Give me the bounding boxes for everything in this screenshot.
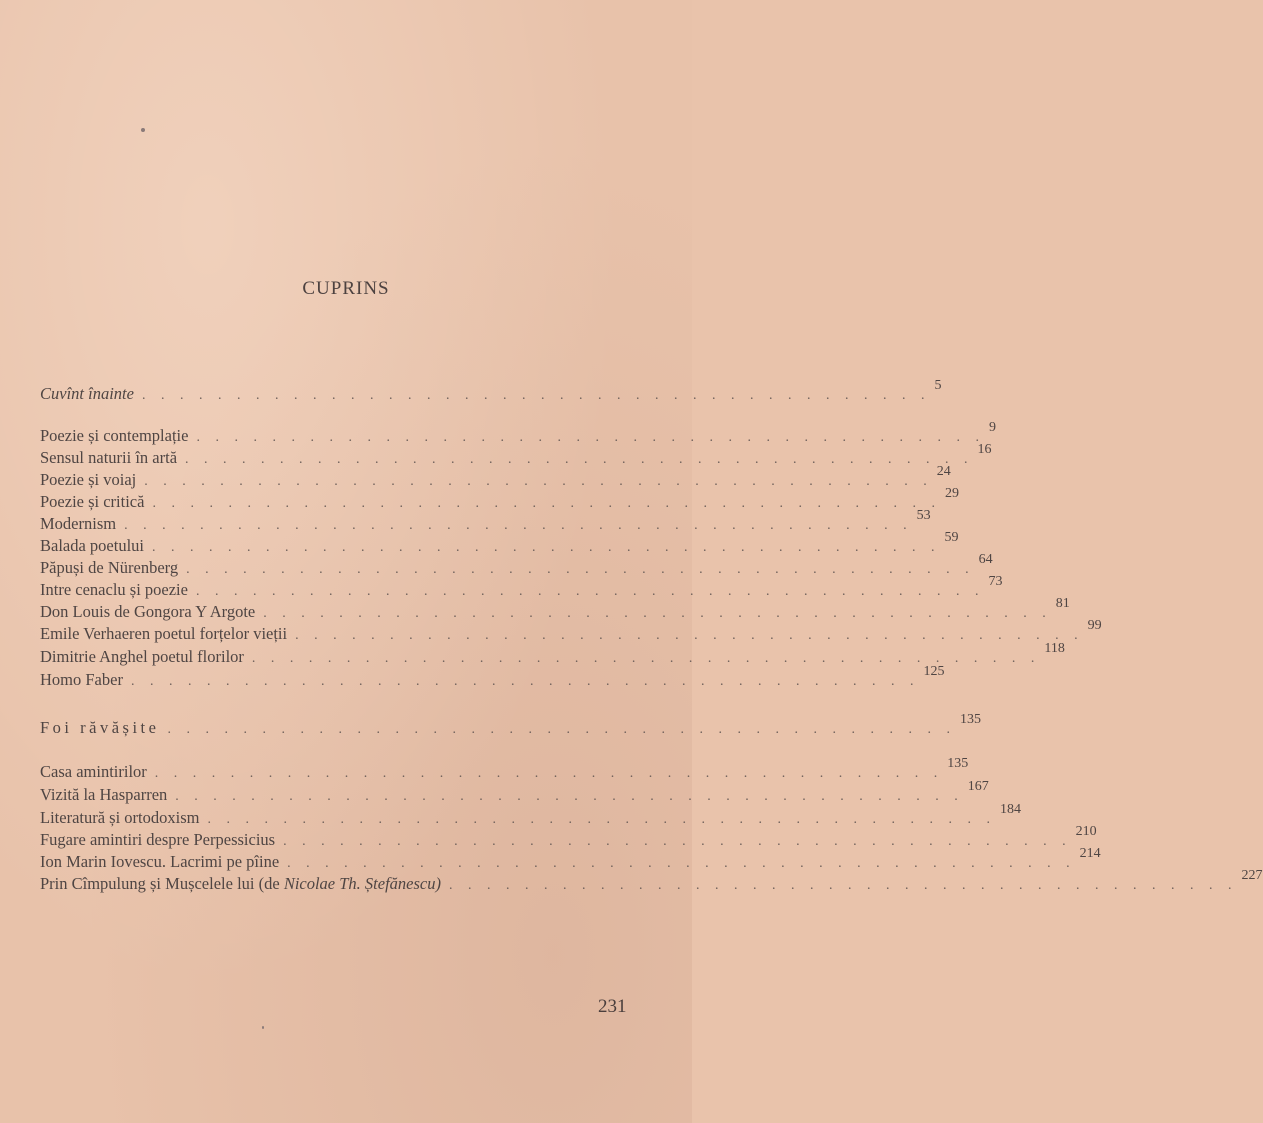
toc-entry-label: Vizită la Hasparren: [40, 785, 168, 804]
toc-entry-label: Ion Marin Iovescu. Lacrimi pe pîine: [40, 852, 280, 871]
toc-entry-label: Intre cenaclu și poezie: [40, 580, 188, 599]
toc-entry-label: Literatură și ortodoxism: [40, 808, 200, 827]
toc-page-number: 135: [947, 756, 969, 771]
dot-leader: . . . . . . . . . . . . . . . . . . . . . . . . . . . . . . . . . . . . . . . . . .: [251, 651, 1041, 666]
toc-entry: [40, 641, 1065, 667]
toc-entry: [40, 596, 1070, 622]
page-title: CUPRINS: [302, 278, 390, 299]
toc-page-number: 125: [923, 664, 945, 679]
toc-entry: [40, 442, 992, 468]
ink-speck: [262, 1026, 264, 1029]
toc-entry: [40, 508, 931, 534]
toc-page-number: 5: [934, 378, 942, 393]
toc-entry-label: Balada poetului: [40, 536, 145, 555]
toc-page-number: 167: [967, 779, 989, 794]
dot-leader: . . . . . . . . . . . . . . . . . . . . . . . . . . . . . . . . . . . . . . . . . .: [124, 518, 913, 533]
dot-leader: . . . . . . . . . . . . . . . . . . . . . . . . . . . . . . . . . . . . . . . . . .: [263, 606, 1052, 621]
toc-page-number: 16: [977, 442, 992, 457]
toc-entry-label: [40, 874, 441, 894]
toc-entry: [40, 530, 959, 556]
toc-page-number: 59: [944, 530, 959, 545]
toc-entry: [40, 552, 993, 578]
dot-leader: . . . . . . . . . . . . . . . . . . . . . . . . . . . . . . . . . . . . . . . . . .: [449, 878, 1238, 893]
toc-entry: [40, 802, 1021, 828]
dot-leader: . . . . . . . . . . . . . . . . . . . . . . . . . . . . . . . . . . . . . . . . . .: [287, 856, 1076, 871]
toc-entry: [40, 824, 1097, 850]
toc-entry-label: Modernism: [40, 514, 117, 533]
dot-leader: . . . . . . . . . . . . . . . . . . . . . . . . . . . . . . . . . . . . . . . . . .: [167, 722, 956, 737]
toc-page-number: 99: [1087, 618, 1102, 633]
toc-entry: [40, 779, 989, 805]
toc-page-number: 24: [936, 464, 951, 479]
toc-entry-label-main: Prin Cîmpulung și Mușcelele lui (de: [40, 874, 280, 893]
dot-leader: . . . . . . . . . . . . . . . . . . . . . . . . . . . . . . . . . . . . . . . . . .: [152, 540, 941, 555]
dot-leader: . . . . . . . . . . . . . . . . . . . . . . . . . . . . . . . . . . . . . . . . . .: [186, 562, 975, 577]
toc-entry-label: Dimitrie Anghel poetul florilor: [40, 647, 244, 666]
toc-page-number: 227: [1241, 868, 1263, 883]
toc-entry-label: Fugare amintiri despre Perpessicius: [40, 830, 276, 849]
dot-leader: . . . . . . . . . . . . . . . . . . . . . . . . . . . . . . . . . . . . . . . . . .: [283, 834, 1072, 849]
dot-leader: . . . . . . . . . . . . . . . . . . . . . . . . . . . . . . . . . . . . . . . . . .: [141, 388, 931, 403]
toc-entry: [40, 618, 1102, 644]
toc-entry-label: Homo Faber: [40, 670, 123, 689]
toc-entry-label: Don Louis de Gongora Y Argote: [40, 602, 256, 621]
dot-leader: . . . . . . . . . . . . . . . . . . . . . . . . . . . . . . . . . . . . . . . . . .: [144, 474, 933, 489]
toc-heading-label: Foi răvășite: [40, 718, 160, 737]
toc-entry: [40, 574, 1003, 600]
toc-entry: [40, 756, 969, 782]
dot-leader: . . . . . . . . . . . . . . . . . . . . . . . . . . . . . . . . . . . . . . . . . .: [196, 430, 985, 445]
toc-entry-label: Poezie și voiaj: [40, 470, 137, 489]
toc-page-number: 29: [944, 486, 959, 501]
dot-leader: . . . . . . . . . . . . . . . . . . . . . . . . . . . . . . . . . . . . . . . . . .: [185, 452, 974, 467]
toc-entry-label: Casa amintirilor: [40, 762, 147, 781]
toc-entry-label: Păpuși de Nürenberg: [40, 558, 179, 577]
page-number: 231: [598, 996, 627, 1017]
dot-leader: . . . . . . . . . . . . . . . . . . . . . . . . . . . . . . . . . . . . . . . . . .: [195, 584, 985, 599]
toc-heading-label: Cuvînt înainte: [40, 384, 134, 403]
toc-entry-label-author: Nicolae Th. Ștefănescu): [283, 874, 441, 893]
toc-page-number: 73: [988, 574, 1003, 589]
toc-section-heading: [40, 378, 942, 404]
toc-entry: [40, 846, 1101, 872]
dot-leader: . . . . . . . . . . . . . . . . . . . . . . . . . . . . . . . . . . . . . . . . . .: [130, 674, 920, 689]
toc-entry: [40, 664, 945, 690]
ink-speck: [141, 128, 145, 132]
dot-leader: . . . . . . . . . . . . . . . . . . . . . . . . . . . . . . . . . . . . . . . . . .: [175, 789, 964, 804]
toc-entry-label: Poezie și contemplație: [40, 426, 189, 445]
toc-entry: [40, 486, 959, 512]
toc-page-number: 81: [1055, 596, 1070, 611]
toc-entry: [40, 464, 951, 490]
dot-leader: . . . . . . . . . . . . . . . . . . . . . . . . . . . . . . . . . . . . . . . . . .: [154, 766, 944, 781]
toc-entry: [40, 420, 996, 446]
toc-page-number: 118: [1044, 641, 1065, 656]
dot-leader: . . . . . . . . . . . . . . . . . . . . . . . . . . . . . . . . . . . . . . . . . .: [295, 628, 1084, 643]
dot-leader: . . . . . . . . . . . . . . . . . . . . . . . . . . . . . . . . . . . . . . . . . .: [207, 812, 996, 827]
toc-page-number: 53: [916, 508, 931, 523]
toc-page-number: 64: [978, 552, 993, 567]
toc-entry-label: Sensul naturii în artă: [40, 448, 178, 467]
toc-section-heading: [40, 712, 981, 738]
toc-page-number: 135: [959, 712, 981, 727]
toc-page-number: 184: [999, 802, 1021, 817]
toc-page-number: 210: [1075, 824, 1097, 839]
toc-entry-label: Emile Verhaeren poetul forțelor vieții: [40, 624, 288, 643]
toc-entry-label: Poezie și critică: [40, 492, 145, 511]
toc-page-number: 9: [988, 420, 996, 435]
toc-entry: [40, 868, 1263, 894]
dot-leader: . . . . . . . . . . . . . . . . . . . . . . . . . . . . . . . . . . . . . . . . . .: [152, 496, 941, 511]
toc-page-number: 214: [1079, 846, 1101, 861]
